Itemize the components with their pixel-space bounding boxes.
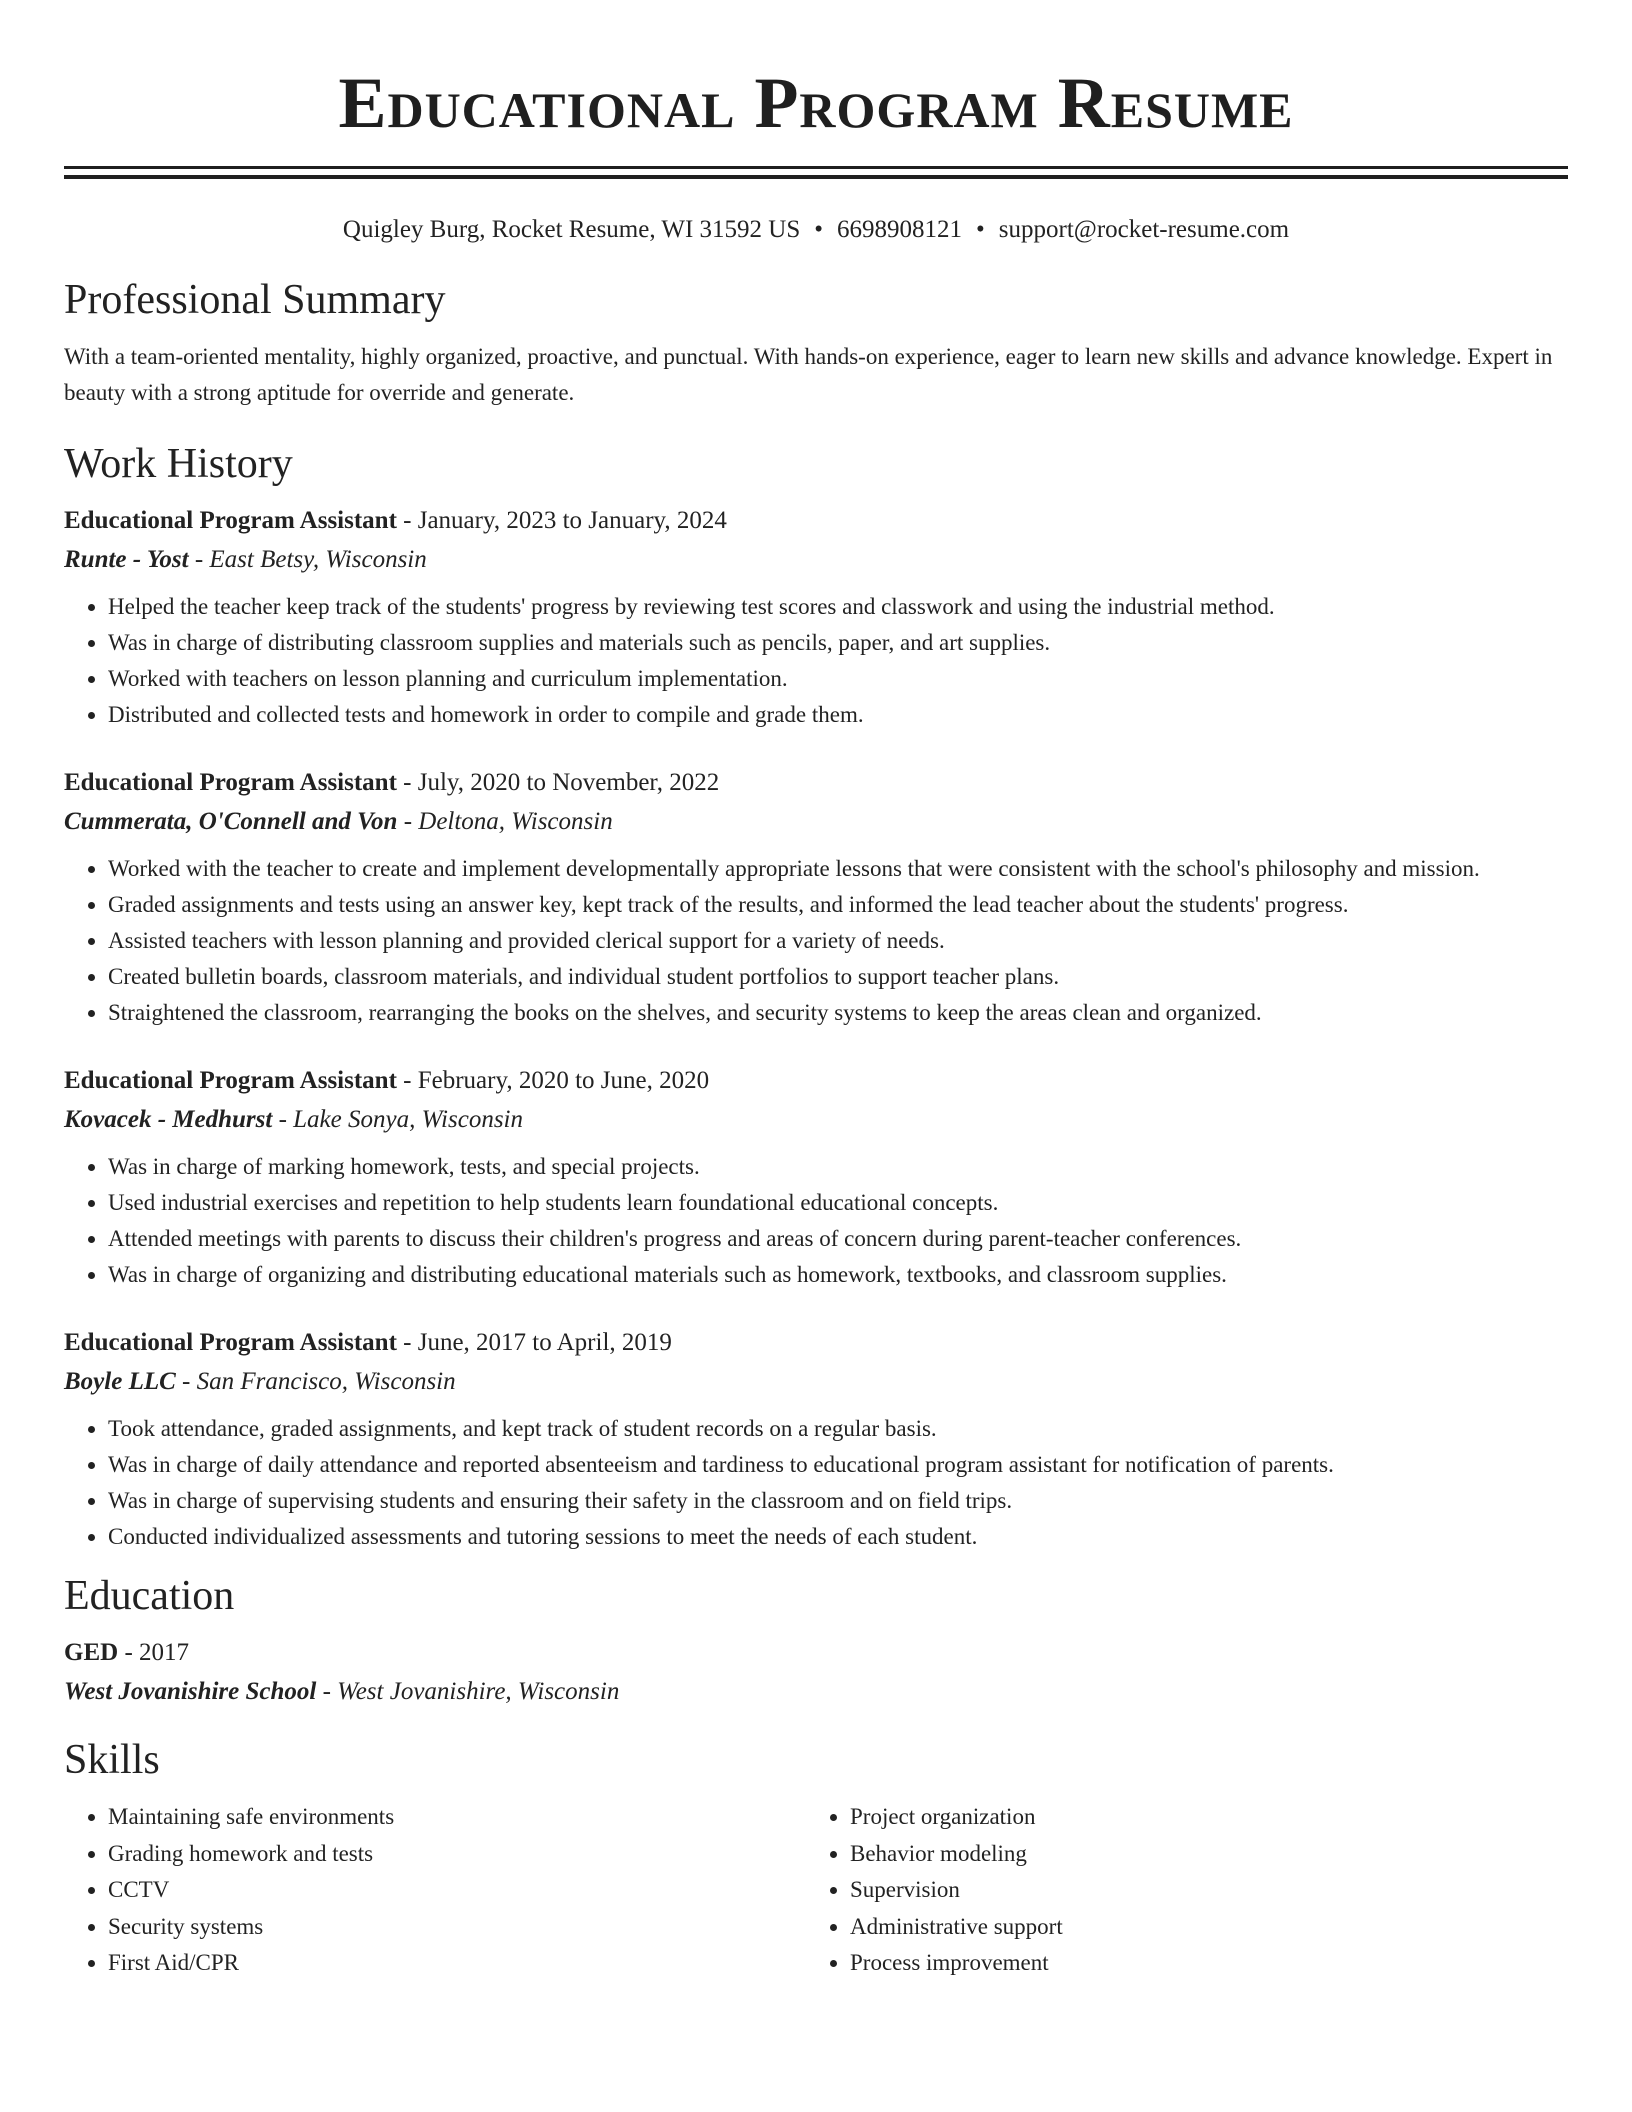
job-duty: • Was in charge of daily attendance and reported absenteeism and tardiness to educational program assistant for notification of parents. [108,1447,1568,1483]
job-title: Educational Program Assistant [64,507,397,534]
skill-item: • CCTV [108,1872,806,1909]
skills-columns [64,1799,1568,1982]
title-divider-bottom [64,175,1568,179]
skill-item: • Maintaining safe environments [108,1799,806,1836]
school-location: - West Jovanishire, Wisconsin [316,1678,620,1705]
company-location: - Lake Sonya, Wisconsin [272,1106,523,1133]
degree-year: - 2017 [118,1639,190,1666]
skill-item: • Security systems [108,1909,806,1946]
skill-item: • Grading homework and tests [108,1836,806,1873]
contact-separator: • [976,216,985,243]
company-line [64,541,1568,579]
school-name: West Jovanishire School [64,1678,317,1705]
contact-address: Quigley Burg, Rocket Resume, WI 31592 US [342,216,801,243]
job-duties-list [64,1411,1568,1555]
resume-title: Educational Program Resume [338,63,1294,143]
job-duty: • Distributed and collected tests and homework in order to compile and grade them. [108,697,1568,733]
education-section [64,1571,1568,1711]
job-title: Educational Program Assistant [64,1067,397,1094]
company-line [64,803,1568,841]
job-entry [64,1323,1568,1555]
resume-page [64,0,1568,1982]
job-title-line [64,501,1568,541]
work-history-heading: Work History [64,441,293,487]
job-duty: • Worked with teachers on lesson planning and curriculum implementation. [108,661,1568,697]
skills-column-right [806,1799,1548,1982]
job-dates: - February, 2020 to June, 2020 [396,1067,710,1094]
skill-item: • Project organization [850,1799,1548,1836]
contact-phone: 6698908121 [837,216,963,243]
job-duty: • Created bulletin boards, classroom materials, and individual student portfolios to support teacher plans. [108,959,1568,995]
company-line [64,1101,1568,1139]
company-location: - Deltona, Wisconsin [397,808,613,835]
job-entry [64,501,1568,733]
skills-section [64,1735,1568,1982]
school-line [64,1673,1568,1711]
company-name: Boyle LLC [64,1368,176,1395]
job-duty: • Worked with the teacher to create and implement developmentally appropriate lessons that were consistent with the school's philosophy and mission. [108,851,1568,887]
education-heading: Education [64,1573,235,1619]
skills-heading: Skills [64,1737,160,1783]
job-title-line [64,1323,1568,1363]
job-dates: - July, 2020 to November, 2022 [396,769,720,796]
job-duties-list [64,1149,1568,1293]
summary-section [64,275,1568,411]
job-duty: • Used industrial exercises and repetition to help students learn foundational educational concepts. [108,1185,1568,1221]
job-duty: • Attended meetings with parents to discuss their children's progress and areas of concern during parent-teacher conferences. [108,1221,1568,1257]
summary-text: With a team-oriented mentality, highly organized, proactive, and punctual. With hands-on experience, eager to learn new skills and advance knowledge. Expert in beauty with a strong aptitude for override and generate. [64,344,1553,405]
contact-email[interactable]: support@rocket-resume.com [998,216,1290,243]
job-duty: • Assisted teachers with lesson planning and provided clerical support for a variety of needs. [108,923,1568,959]
degree-line [64,1633,1568,1673]
job-duty: • Straightened the classroom, rearranging the books on the shelves, and security systems to keep the areas clean and organized. [108,995,1568,1031]
company-name: Cummerata, O'Connell and Von [64,808,398,835]
degree-name: GED [64,1639,119,1666]
job-entry [64,763,1568,1031]
skill-item: • First Aid/CPR [108,1945,806,1982]
company-name: Runte - Yost [64,546,189,573]
job-duty: • Was in charge of marking homework, tests, and special projects. [108,1149,1568,1185]
job-entry [64,1061,1568,1293]
skills-list [64,1799,806,1982]
job-duty: • Graded assignments and tests using an answer key, kept track of the results, and informed the lead teacher about the students' progress. [108,887,1568,923]
job-duty: • Took attendance, graded assignments, and kept track of student records on a regular basis. [108,1411,1568,1447]
contact-line [64,215,1568,245]
job-title-line [64,1061,1568,1101]
skill-item: • Process improvement [850,1945,1548,1982]
skill-item: • Administrative support [850,1909,1548,1946]
job-duty: • Was in charge of distributing classroom supplies and materials such as pencils, paper, and art supplies. [108,625,1568,661]
job-duty: • Was in charge of organizing and distributing educational materials such as homework, textbooks, and classroom supplies. [108,1257,1568,1293]
job-duties-list [64,589,1568,733]
job-duty: • Conducted individualized assessments and tutoring sessions to meet the needs of each student. [108,1519,1568,1555]
job-dates: - June, 2017 to April, 2019 [396,1329,672,1356]
summary-heading: Professional Summary [64,277,446,323]
job-title-line [64,763,1568,803]
job-duty: • Was in charge of supervising students and ensuring their safety in the classroom and on field trips. [108,1483,1568,1519]
skill-item: • Supervision [850,1872,1548,1909]
job-duty: • Helped the teacher keep track of the students' progress by reviewing test scores and classwork and using the industrial method. [108,589,1568,625]
job-title: Educational Program Assistant [64,769,397,796]
company-location: - San Francisco, Wisconsin [175,1368,456,1395]
job-title: Educational Program Assistant [64,1329,397,1356]
skills-list [806,1799,1548,1982]
job-duties-list [64,851,1568,1031]
skill-item: • Behavior modeling [850,1836,1548,1873]
contact-separator: • [814,216,824,243]
company-location: - East Betsy, Wisconsin [188,546,427,573]
title-divider-top [64,166,1568,169]
work-history-section [64,439,1568,1555]
company-line [64,1363,1568,1401]
company-name: Kovacek - Medhurst [64,1106,273,1133]
skills-column-left [64,1799,806,1982]
job-dates: - January, 2023 to January, 2024 [396,507,727,534]
